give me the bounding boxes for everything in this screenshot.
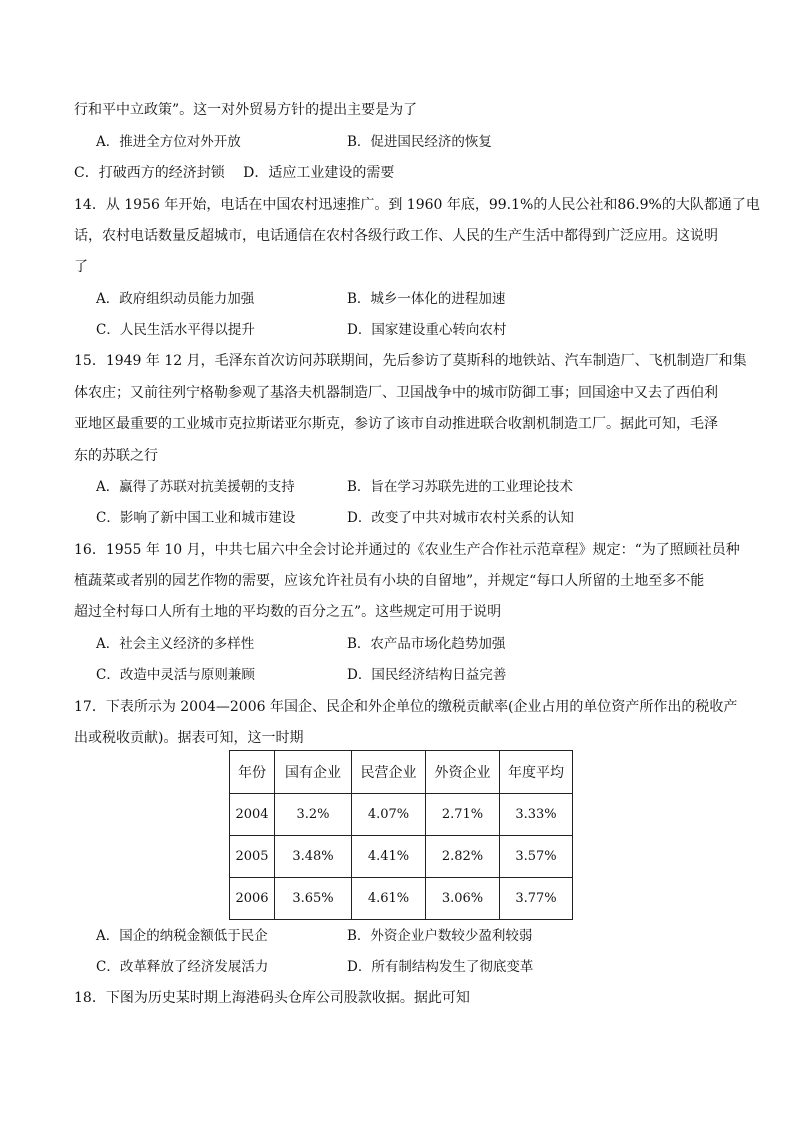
table-cell: 4.41% <box>352 836 426 878</box>
q16-option-a: A．社会主义经济的多样性 <box>96 636 255 652</box>
table-header: 国有企业 <box>275 751 352 794</box>
q17-stem-line2: 出或税收贡献)。据表可知，这一时期 <box>74 730 304 746</box>
table-header: 民营企业 <box>352 751 426 794</box>
q13-option-b: B．促进国民经济的恢复 <box>347 134 492 150</box>
table-cell: 2005 <box>230 836 275 878</box>
q15-stem-line4: 东的苏联之行 <box>74 448 158 464</box>
table-cell: 2.71% <box>426 794 500 836</box>
table-header-row <box>230 751 573 794</box>
q17-option-c: C．改革释放了经济发展活力 <box>96 959 269 975</box>
table-cell: 4.61% <box>352 878 426 920</box>
q18-stem-line1: 18．下图为历史某时期上海港码头仓库公司股款收据。据此可知 <box>74 990 470 1006</box>
q14-option-d: D．国家建设重心转向农村 <box>347 322 507 338</box>
table-cell: 3.06% <box>426 878 500 920</box>
q14-stem-line1: 14．从 1956 年开始，电话在中国农村迅速推广。到 1960 年底，99.1%的人民公社和86.9%的大队都通了电 <box>74 197 760 213</box>
table-cell: 3.2% <box>275 794 352 836</box>
q17-stem-line1: 17．下表所示为 2004—2006 年国企、民企和外企单位的缴税贡献率(企业占用的单位资产所作出的税收产 <box>74 699 738 715</box>
q15-stem-line1: 15．1949 年 12 月，毛泽东首次访问苏联期间，先后参访了莫斯科的地铁站、汽车制造厂、飞机制造厂和集 <box>74 353 747 369</box>
q15-option-b: B．旨在学习苏联先进的工业理论技术 <box>347 479 573 495</box>
q13-option-cd: C．打破西方的经济封锁 D．适应工业建设的需要 <box>74 165 395 181</box>
table-cell: 3.77% <box>500 878 573 920</box>
table-cell: 2.82% <box>426 836 500 878</box>
q16-stem-line3: 超过全村每口人所有土地的平均数的百分之五”。这些规定可用于说明 <box>74 604 502 620</box>
q14-option-c: C．人民生活水平得以提升 <box>96 322 255 338</box>
table-cell: 3.48% <box>275 836 352 878</box>
q16-option-c: C．改造中灵活与原则兼顾 <box>96 667 255 683</box>
table-header: 年份 <box>230 751 275 794</box>
q17-option-b: B．外资企业户数较少盈利较弱 <box>347 928 533 944</box>
q17-option-a: A．国企的纳税金额低于民企 <box>96 928 268 944</box>
q14-stem-line2: 话，农村电话数量反超城市，电话通信在农村各级行政工作、人民的生产生活中都得到广泛应用。这说明 <box>74 228 718 244</box>
table-cell: 3.65% <box>275 878 352 920</box>
q16-option-b: B．农产品市场化趋势加强 <box>347 636 506 652</box>
table-cell: 3.33% <box>500 794 573 836</box>
q16-option-d: D．国民经济结构日益完善 <box>347 667 507 683</box>
tax-contribution-table <box>229 750 573 920</box>
table-cell: 2006 <box>230 878 275 920</box>
table-cell: 4.07% <box>352 794 426 836</box>
q15-option-a: A．赢得了苏联对抗美援朝的支持 <box>96 479 295 495</box>
q15-option-c: C．影响了新中国工业和城市建设 <box>96 510 296 526</box>
table-header: 外资企业 <box>426 751 500 794</box>
table-header: 年度平均 <box>500 751 573 794</box>
q14-option-b: B．城乡一体化的进程加速 <box>347 291 506 307</box>
q15-stem-line3: 亚地区最重要的工业城市克拉斯诺亚尔斯克，参访了该市自动推进联合收割机制造工厂。据此可知，毛泽 <box>74 416 718 432</box>
table-row <box>230 836 573 878</box>
table-cell: 3.57% <box>500 836 573 878</box>
q14-stem-line3: 了 <box>74 259 88 275</box>
q13-stem-tail: 行和平中立政策”。这一对外贸易方针的提出主要是为了 <box>74 102 418 118</box>
q14-option-a: A．政府组织动员能力加强 <box>96 291 255 307</box>
q16-stem-line2: 植蔬菜或者别的园艺作物的需要，应该允许社员有小块的自留地”，并规定“每口人所留的土地至多不能 <box>74 573 705 589</box>
q13-option-a: A．推进全方位对外开放 <box>96 134 241 150</box>
q15-stem-line2: 体农庄；又前往列宁格勒参观了基洛夫机器制造厂、卫国战争中的城市防御工事；回国途中又去了西伯利 <box>74 385 718 401</box>
q17-option-d: D．所有制结构发生了彻底变革 <box>347 959 534 975</box>
table-cell: 2004 <box>230 794 275 836</box>
table-row <box>230 794 573 836</box>
q15-option-d: D．改变了中共对城市农村关系的认知 <box>347 510 574 526</box>
q16-stem-line1: 16．1955 年 10 月，中共七届六中全会讨论并通过的《农业生产合作社示范章程》规定：“为了照顾社员种 <box>74 542 740 558</box>
table-row <box>230 878 573 920</box>
